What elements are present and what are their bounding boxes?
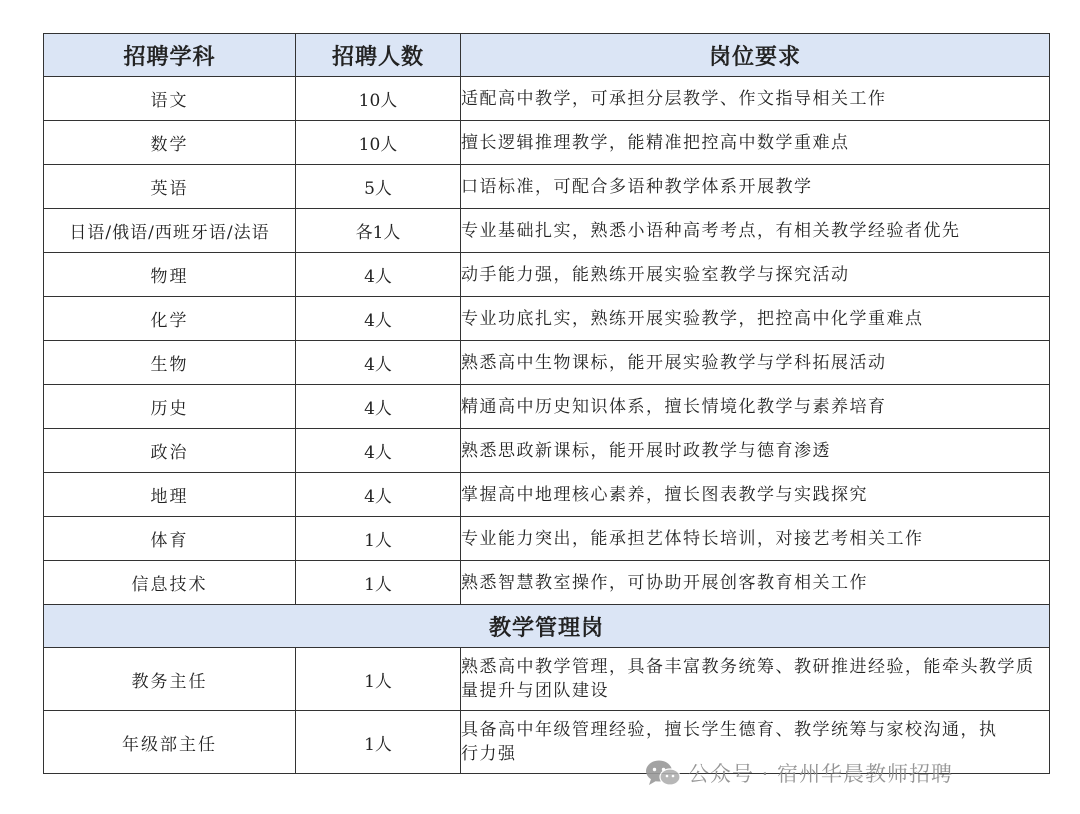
requirement-cell: 擅长逻辑推理教学，能精准把控高中数学重难点 (461, 121, 1050, 165)
count-cell: 4人 (296, 341, 461, 385)
subject-cell: 教务主任 (44, 648, 296, 711)
subject-cell: 历史 (44, 385, 296, 429)
subject-cell: 地理 (44, 473, 296, 517)
count-cell: 1人 (296, 517, 461, 561)
count-cell: 4人 (296, 429, 461, 473)
requirement-cell: 具备高中年级管理经验，擅长学生德育、教学统筹与家校沟通，执行力强 (461, 711, 1050, 774)
requirement-cell: 熟悉思政新课标，能开展时政教学与德育渗透 (461, 429, 1050, 473)
subject-cell: 化学 (44, 297, 296, 341)
recruitment-table (43, 33, 1050, 774)
watermark-text: 公众号 · 宿州华晨教师招聘 (688, 762, 954, 786)
subject-cell: 语文 (44, 77, 296, 121)
subject-cell: 物理 (44, 253, 296, 297)
section-row (44, 605, 1050, 648)
requirement-cell: 专业能力突出，能承担艺体特长培训，对接艺考相关工作 (461, 517, 1050, 561)
requirement-cell: 动手能力强，能熟练开展实验室教学与探究活动 (461, 253, 1050, 297)
requirement-cell: 适配高中教学，可承担分层教学、作文指导相关工作 (461, 77, 1050, 121)
count-cell: 5人 (296, 165, 461, 209)
requirement-cell: 口语标准，可配合多语种教学体系开展教学 (461, 165, 1050, 209)
section-title: 教学管理岗 (44, 605, 1050, 648)
subject-cell: 生物 (44, 341, 296, 385)
requirement-cell: 精通高中历史知识体系，擅长情境化教学与素养培育 (461, 385, 1050, 429)
requirement-cell: 熟悉高中教学管理，具备丰富教务统筹、教研推进经验，能牵头教学质量提升与团队建设 (461, 648, 1050, 711)
wechat-icon (644, 758, 682, 788)
table-row (44, 648, 1050, 711)
requirement-cell: 专业功底扎实，熟练开展实验教学，把控高中化学重难点 (461, 297, 1050, 341)
header-count: 招聘人数 (296, 34, 461, 77)
watermark (644, 756, 953, 790)
requirement-cell: 熟悉智慧教室操作，可协助开展创客教育相关工作 (461, 561, 1050, 605)
table-row (44, 341, 1050, 385)
count-cell: 各1人 (296, 209, 461, 253)
count-cell: 1人 (296, 561, 461, 605)
count-cell: 1人 (296, 648, 461, 711)
requirement-cell: 专业基础扎实，熟悉小语种高考考点，有相关教学经验者优先 (461, 209, 1050, 253)
subject-cell: 日语/俄语/西班牙语/法语 (44, 209, 296, 253)
table-row (44, 165, 1050, 209)
table-row (44, 209, 1050, 253)
count-cell: 4人 (296, 297, 461, 341)
subject-cell: 信息技术 (44, 561, 296, 605)
table-row (44, 385, 1050, 429)
count-cell: 4人 (296, 385, 461, 429)
subject-cell: 英语 (44, 165, 296, 209)
subject-cell: 政治 (44, 429, 296, 473)
table-row (44, 253, 1050, 297)
table-header-row (44, 34, 1050, 77)
header-subject: 招聘学科 (44, 34, 296, 77)
table-row (44, 77, 1050, 121)
count-cell: 4人 (296, 473, 461, 517)
requirement-cell: 熟悉高中生物课标，能开展实验教学与学科拓展活动 (461, 341, 1050, 385)
table-row (44, 429, 1050, 473)
subject-cell: 数学 (44, 121, 296, 165)
header-requirement: 岗位要求 (461, 34, 1050, 77)
count-cell: 10人 (296, 77, 461, 121)
table-row (44, 561, 1050, 605)
table-row (44, 121, 1050, 165)
table-row (44, 297, 1050, 341)
count-cell: 1人 (296, 711, 461, 774)
subject-cell: 体育 (44, 517, 296, 561)
count-cell: 10人 (296, 121, 461, 165)
subject-cell: 年级部主任 (44, 711, 296, 774)
count-cell: 4人 (296, 253, 461, 297)
table-row (44, 473, 1050, 517)
requirement-cell: 掌握高中地理核心素养，擅长图表教学与实践探究 (461, 473, 1050, 517)
table-row (44, 517, 1050, 561)
